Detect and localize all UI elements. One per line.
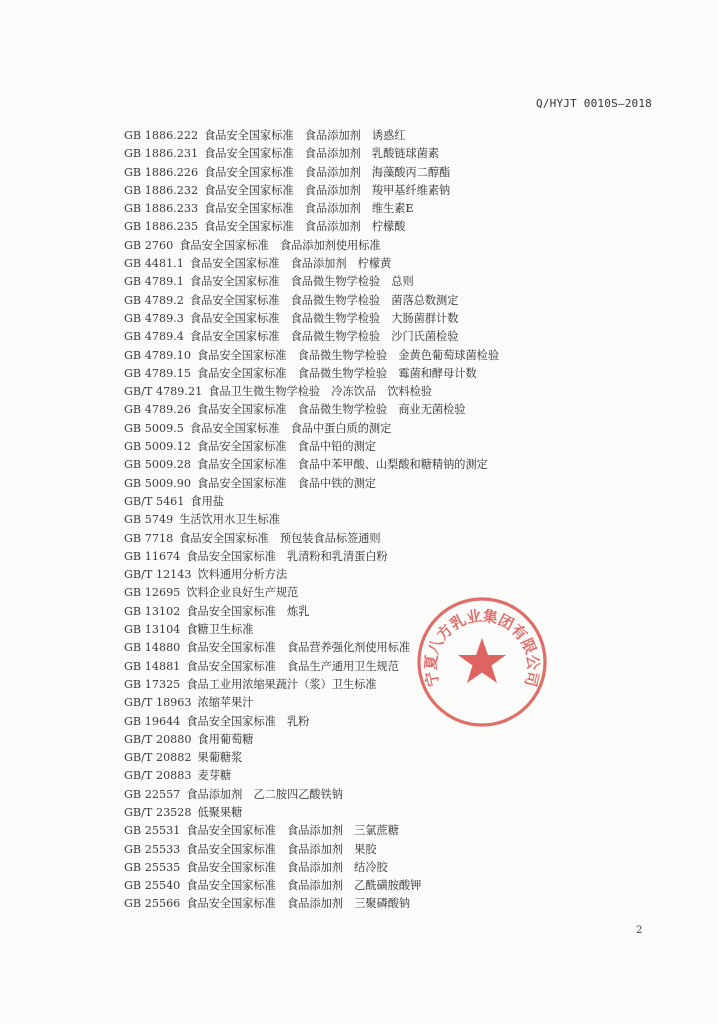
standard-title: 食品卫生微生物学检验 冷冻饮品 饮料检验 [208,385,432,399]
standard-title: 食品安全国家标准 食品添加剂 乙酰磺胺酸钾 [186,879,422,893]
standard-item [124,493,664,511]
standard-code: GB 25566 [124,897,181,911]
standard-title: 食品安全国家标准 食品添加剂 三氯蔗糖 [186,824,399,838]
standard-item [124,639,664,657]
standard-item [124,475,664,493]
standard-code: GB 17325 [124,677,181,691]
standard-item [124,767,664,785]
standard-title: 食糖卫生标准 [186,623,254,637]
standard-title: 食品安全国家标准 食品微生物学检验 大肠菌群计数 [189,311,459,325]
standard-title: 浓缩苹果汁 [197,696,254,710]
standard-code: GB 14880 [124,641,181,655]
standard-title: 食品安全国家标准 食品添加剂 维生素E [204,202,414,216]
standard-item [124,218,664,236]
standard-title: 食品安全国家标准 食品添加剂 三聚磷酸钠 [186,897,411,911]
standard-item [124,676,664,694]
standard-item [124,145,664,163]
standard-code: GB 13104 [124,623,181,637]
standard-title: 食用盐 [190,494,224,508]
standard-item [124,877,664,895]
standard-item [124,401,664,419]
standard-title: 食品工业用浓缩果蔬汁（浆）卫生标准 [186,677,377,691]
seal-graphic [414,594,550,730]
standard-item [124,841,664,859]
standard-title: 生活饮用水卫生标准 [179,513,280,527]
standard-code: GB 4789.2 [124,293,184,307]
standard-title: 食品安全国家标准 食品营养强化剂使用标准 [186,641,411,655]
standard-title: 食品安全国家标准 食品添加剂 柠檬酸 [204,220,406,234]
standard-item [124,200,664,218]
standard-item [124,694,664,712]
standard-item [124,859,664,877]
standard-title: 食品安全国家标准 食品添加剂 诱惑红 [204,129,406,142]
standard-item [124,127,664,145]
standard-title: 食品安全国家标准 食品中蛋白质的测定 [189,421,392,435]
standard-code: GB/T 4789.21 [124,385,203,399]
standard-code: GB 7718 [124,531,174,545]
standard-title: 食品安全国家标准 食品添加剂 结冷胶 [186,860,388,874]
standard-item [124,584,664,602]
standard-code: GB/T 20882 [124,751,192,765]
standard-title: 饮料通用分析方法 [197,568,288,582]
standard-title: 食品添加剂 乙二胺四乙酸铁钠 [186,787,343,801]
standard-title: 食品安全国家标准 炼乳 [186,604,310,618]
standard-title: 食品安全国家标准 食品添加剂 羧甲基纤维素钠 [204,183,451,197]
standard-code: GB/T 23528 [124,805,192,819]
standard-code: GB 1886.231 [124,147,199,161]
standard-item [124,438,664,456]
standard-code: GB 1886.233 [124,202,199,216]
standard-code: GB 12695 [124,586,181,600]
standard-title: 低聚果糖 [197,805,243,819]
standard-item [124,310,664,328]
standard-item [124,621,664,639]
standard-item [124,420,664,438]
standard-code: GB/T 20883 [124,769,192,783]
standard-title: 食品安全国家标准 食品微生物学检验 霉菌和酵母计数 [196,366,477,380]
standard-item [124,786,664,804]
standard-title: 食品安全国家标准 食品微生物学检验 菌落总数测定 [189,293,459,307]
standard-title: 果葡糖浆 [197,751,243,765]
standard-code: GB 1886.235 [124,220,199,234]
standard-item [124,895,664,913]
standard-code: GB/T 5461 [124,494,185,508]
standard-code: GB 5009.5 [124,421,184,435]
standard-code: GB 25540 [124,879,181,893]
standard-code: GB 5009.90 [124,476,191,490]
standard-code: GB 13102 [124,604,181,618]
standard-title: 食品安全国家标准 食品微生物学检验 沙门氏菌检验 [189,330,459,344]
standard-code: GB 25535 [124,860,181,874]
standard-code: GB 4789.1 [124,275,184,289]
standard-code: GB 1886.226 [124,165,199,179]
standard-title: 麦芽糖 [197,769,232,783]
standard-item [124,658,664,676]
standard-code: GB 1886.232 [124,183,199,197]
standard-item [124,511,664,529]
standard-code: GB/T 18963 [124,696,192,710]
standard-code: GB 4481.1 [124,257,184,271]
document-number: Q/HYJT 0010S—2018 [536,97,652,110]
standard-item [124,164,664,182]
standard-code: GB 25533 [124,842,181,856]
standard-code: GB 14881 [124,659,181,673]
standard-title: 食品安全国家标准 食品添加剂 海藻酸丙二醇酯 [204,165,451,179]
standard-code: GB 4789.15 [124,366,191,380]
standard-item [124,713,664,731]
standard-item [124,749,664,767]
standard-title: 食品安全国家标准 食品添加剂 果胶 [186,842,377,856]
seal-text: 宁夏八方乳业集团有限公司 [421,606,543,689]
standard-code: GB 11674 [124,549,181,563]
standard-title: 饮料企业良好生产规范 [186,586,299,600]
standard-code: GB 1886.222 [124,129,199,142]
standard-title: 食用葡萄糖 [197,732,254,746]
standard-code: GB 5009.12 [124,440,191,454]
standard-code: GB 4789.4 [124,330,184,344]
standard-code: GB 4789.3 [124,311,184,325]
standard-title: 食品安全国家标准 食品中苯甲酸、山梨酸和糖精钠的测定 [196,458,488,472]
standard-title: 食品安全国家标准 食品微生物学检验 金黄色葡萄球菌检验 [196,348,500,362]
standard-title: 食品安全国家标准 食品添加剂使用标准 [179,238,381,252]
standard-item [124,548,664,566]
standard-item [124,292,664,310]
standard-code: GB 5009.28 [124,458,191,472]
standard-code: GB 4789.10 [124,348,191,362]
standard-code: GB 5749 [124,513,174,527]
standard-item [124,804,664,822]
standard-title: 食品安全国家标准 预包装食品标签通则 [179,531,381,545]
standard-item [124,347,664,365]
standard-item [124,603,664,621]
standard-title: 食品安全国家标准 食品中铁的测定 [196,476,376,490]
standard-item [124,383,664,401]
standard-item [124,328,664,346]
standard-item [124,182,664,200]
standard-code: GB/T 12143 [124,568,192,582]
company-seal [414,594,550,730]
standard-title: 食品安全国家标准 乳清粉和乳清蛋白粉 [186,549,388,563]
standard-title: 食品安全国家标准 食品添加剂 乳酸链球菌素 [204,147,440,161]
seal-star-icon [458,638,506,683]
standards-list [124,127,664,914]
standard-code: GB 4789.26 [124,403,191,417]
standard-item [124,456,664,474]
standard-title: 食品安全国家标准 食品微生物学检验 商业无菌检验 [196,403,466,417]
standard-code: GB 25531 [124,824,181,838]
standard-item [124,530,664,548]
standard-item [124,731,664,749]
standard-item [124,365,664,383]
standard-title: 食品安全国家标准 食品生产通用卫生规范 [186,659,399,673]
standard-code: GB 22557 [124,787,181,801]
standard-title: 食品安全国家标准 乳粉 [186,714,310,728]
standard-code: GB 19644 [124,714,181,728]
standard-title: 食品安全国家标准 食品添加剂 柠檬黄 [189,257,392,271]
page-number: 2 [636,925,643,936]
standard-item [124,566,664,584]
standard-title: 食品安全国家标准 食品微生物学检验 总则 [189,275,414,289]
standard-item [124,237,664,255]
standard-item [124,822,664,840]
standard-item [124,273,664,291]
standard-item [124,255,664,273]
standard-code: GB/T 20880 [124,732,192,746]
standard-code: GB 2760 [124,238,174,252]
standard-title: 食品安全国家标准 食品中铅的测定 [196,440,376,454]
